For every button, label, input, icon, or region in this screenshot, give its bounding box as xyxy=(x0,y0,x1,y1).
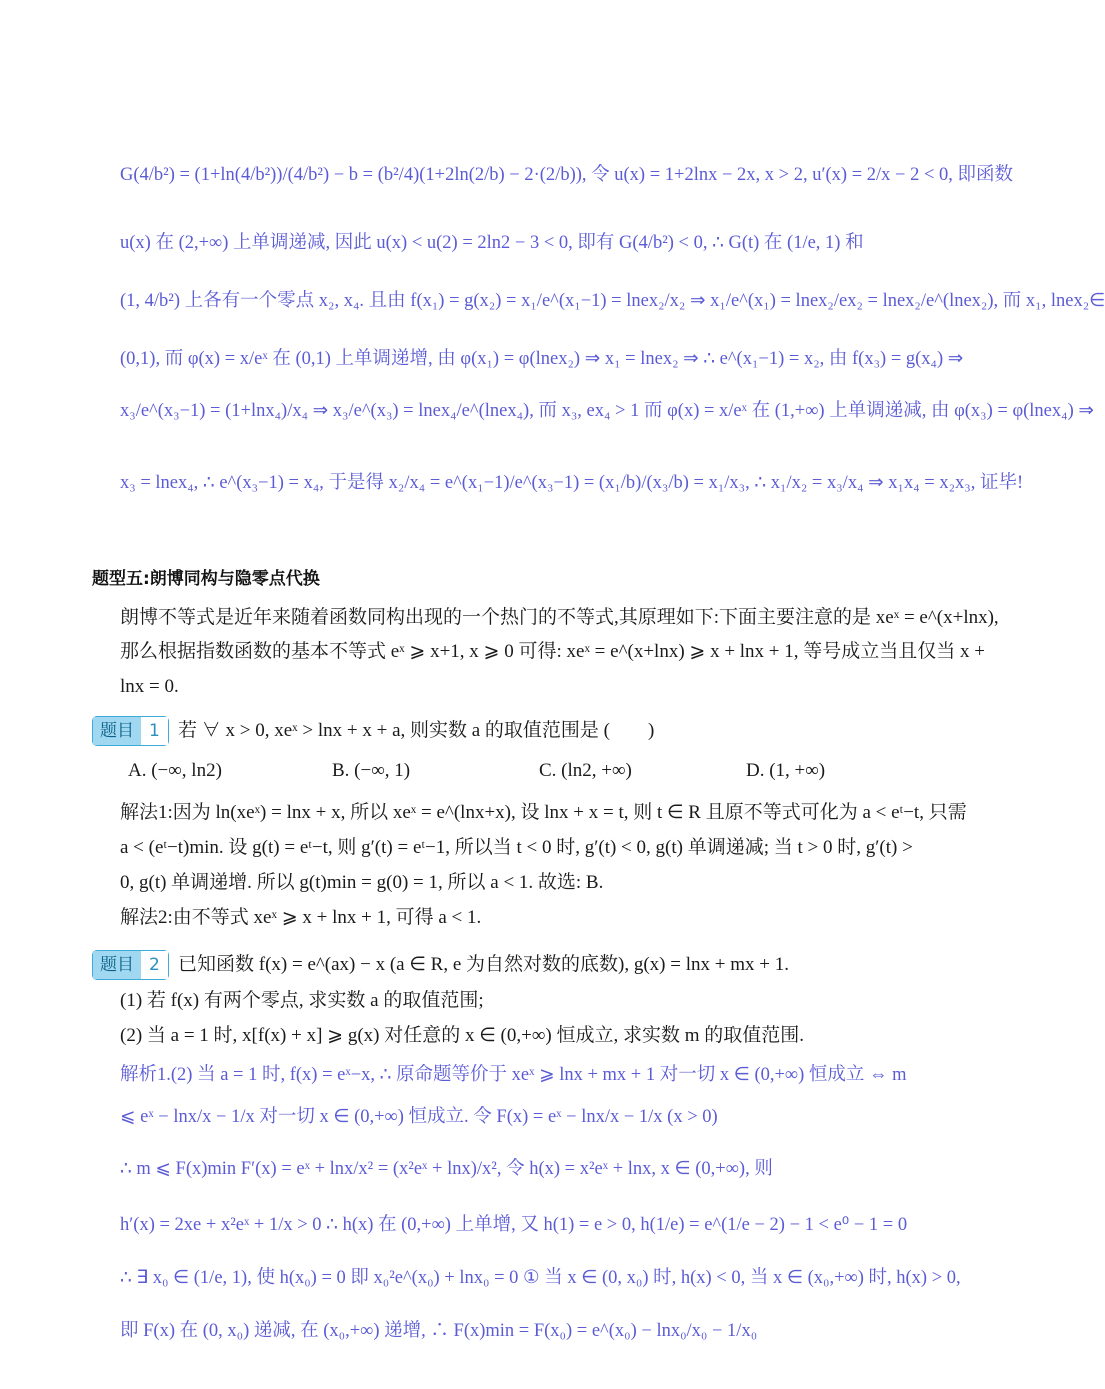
problem-1-solution-line-2: a < (eᵗ−t)min. 设 g(t) = eᵗ−t, 则 g′(t) = eᵗ−1, 所以当 t < 0 时, g′(t) < 0, g(t) 单调递减; 当 t > 0 时, g′(t) > xyxy=(120,837,913,858)
problem-2-part-1: (1) 若 f(x) 有两个零点, 求实数 a 的取值范围; xyxy=(120,990,484,1011)
problem-2-solution-line-4: h′(x) = 2xe + x²eˣ + 1/x > 0 ∴ h(x) 在 (0,+∞) 上单增, 又 h(1) = e > 0, h(1/e) = e^(1/e − 2) − 1 < e⁰ − 1 = 0 xyxy=(120,1215,908,1235)
solution-line-5: x₃/e^(x₃−1) = (1+lnx₄)/x₄ ⇒ x₃/e^(x₃) = lnex₄/e^(lnex₄), 而 x₃, ex₄ > 1 而 φ(x) = x/eˣ 在 (1,+∞) 上单调递减, 由 φ(x₃) = φ(lnex₄) ⇒ xyxy=(120,401,1094,421)
problem-1-tag-number: 1 xyxy=(141,717,168,745)
problem-1-options xyxy=(128,760,988,786)
option-b: B. (−∞, 1) xyxy=(332,760,411,781)
problem-2-statement: 已知函数 f(x) = e^(ax) − x (a ∈ R, e 为自然对数的底数), g(x) = lnx + mx + 1. xyxy=(178,954,789,975)
option-d: D. (1, +∞) xyxy=(746,760,826,781)
problem-2-solution-line-2: ⩽ eˣ − lnx/x − 1/x 对一切 x ∈ (0,+∞) 恒成立. 令 F(x) = eˣ − lnx/x − 1/x (x > 0) xyxy=(120,1107,718,1127)
problem-2-tag xyxy=(92,950,169,980)
problem-1-solution-line-1: 解法1:因为 ln(xeˣ) = lnx + x, 所以 xeˣ = e^(lnx+x), 设 lnx + x = t, 则 t ∈ R 且原不等式可化为 a < eᵗ−t, 只需 xyxy=(120,802,967,823)
problem-1-statement: 若 ∀ x > 0, xeˣ > lnx + x + a, 则实数 a 的取值范围是 ( ) xyxy=(178,720,655,741)
solution-line-4: (0,1), 而 φ(x) = x/eˣ 在 (0,1) 上单调递增, 由 φ(x₁) = φ(lnex₂) ⇒ x₁ = lnex₂ ⇒ ∴ e^(x₁−1) = x₂, 由 f(x₃) = g(x₄) ⇒ xyxy=(120,349,964,369)
intro-line-3: lnx = 0. xyxy=(120,676,179,697)
problem-2-solution-line-6: 即 F(x) 在 (0, x₀) 递减, 在 (x₀,+∞) 递增, ∴ F(x)min = F(x₀) = e^(x₀) − lnx₀/x₀ − 1/x₀ xyxy=(120,1321,758,1341)
problem-2-tag-number: 2 xyxy=(141,951,168,979)
problem-2-tag-label: 题目 xyxy=(93,951,141,979)
problem-1-solution-line-3: 0, g(t) 单调递增. 所以 g(t)min = g(0) = 1, 所以 a < 1. 故选: B. xyxy=(120,872,604,893)
option-a: A. (−∞, ln2) xyxy=(128,760,222,781)
problem-2-part-2: (2) 当 a = 1 时, x[f(x) + x] ⩾ g(x) 对任意的 x ∈ (0,+∞) 恒成立, 求实数 m 的取值范围. xyxy=(120,1025,804,1046)
solution-line-3: (1, 4/b²) 上各有一个零点 x₂, x₄. 且由 f(x₁) = g(x₂) = x₁/e^(x₁−1) = lnex₂/x₂ ⇒ x₁/e^(x₁) = lnex₂/ex₂ = lnex₂/e^(lnex₂), 而 x₁, lnex₂∈ xyxy=(120,291,1105,311)
problem-1-tag xyxy=(92,716,169,746)
problem-1-solution-line-4: 解法2:由不等式 xeˣ ⩾ x + lnx + 1, 可得 a < 1. xyxy=(120,907,482,928)
problem-2-solution-line-5: ∴ ∃ x₀ ∈ (1/e, 1), 使 h(x₀) = 0 即 x₀²e^(x₀) + lnx₀ = 0 ① 当 x ∈ (0, x₀) 时, h(x) < 0, 当 x ∈ (x₀,+∞) 时, h(x) > 0, xyxy=(120,1268,961,1288)
section-title: 题型五:朗博同构与隐零点代换 xyxy=(92,569,320,589)
solution-line-6: x₃ = lnex₄, ∴ e^(x₃−1) = x₄, 于是得 x₂/x₄ = e^(x₁−1)/e^(x₃−1) = (x₁/b)/(x₃/b) = x₁/x₃, ∴ x₁/x₂ = x₃/x₄ ⇒ x₁x₄ = x₂x₃, 证毕! xyxy=(120,473,1024,493)
intro-line-1: 朗博不等式是近年来随着函数同构出现的一个热门的不等式,其原理如下:下面主要注意的是 xeˣ = e^(x+lnx), xyxy=(120,607,999,628)
problem-1-tag-label: 题目 xyxy=(93,717,141,745)
solution-line-1: G(4/b²) = (1+ln(4/b²))/(4/b²) − b = (b²/4)(1+2ln(2/b) − 2·(2/b)), 令 u(x) = 1+2lnx − 2x, x > 2, u′(x) = 2/x − 2 < 0, 即函数 xyxy=(120,165,1014,185)
problem-2-solution-line-1: 解析1.(2) 当 a = 1 时, f(x) = eˣ−x, ∴ 原命题等价于 xeˣ ⩾ lnx + mx + 1 对一切 x ∈ (0,+∞) 恒成立 ⇔ m xyxy=(120,1065,907,1085)
problem-2-solution-line-3: ∴ m ⩽ F(x)min F′(x) = eˣ + lnx/x² = (x²eˣ + lnx)/x², 令 h(x) = x²eˣ + lnx, x ∈ (0,+∞), 则 xyxy=(120,1159,773,1179)
intro-line-2: 那么根据指数函数的基本不等式 eˣ ⩾ x+1, x ⩾ 0 可得: xeˣ = e^(x+lnx) ⩾ x + lnx + 1, 等号成立当且仅当 x + xyxy=(120,641,985,662)
solution-line-2: u(x) 在 (2,+∞) 上单调递减, 因此 u(x) < u(2) = 2ln2 − 3 < 0, 即有 G(4/b²) < 0, ∴ G(t) 在 (1/e, 1) 和 xyxy=(120,233,864,253)
option-c: C. (ln2, +∞) xyxy=(539,760,632,781)
